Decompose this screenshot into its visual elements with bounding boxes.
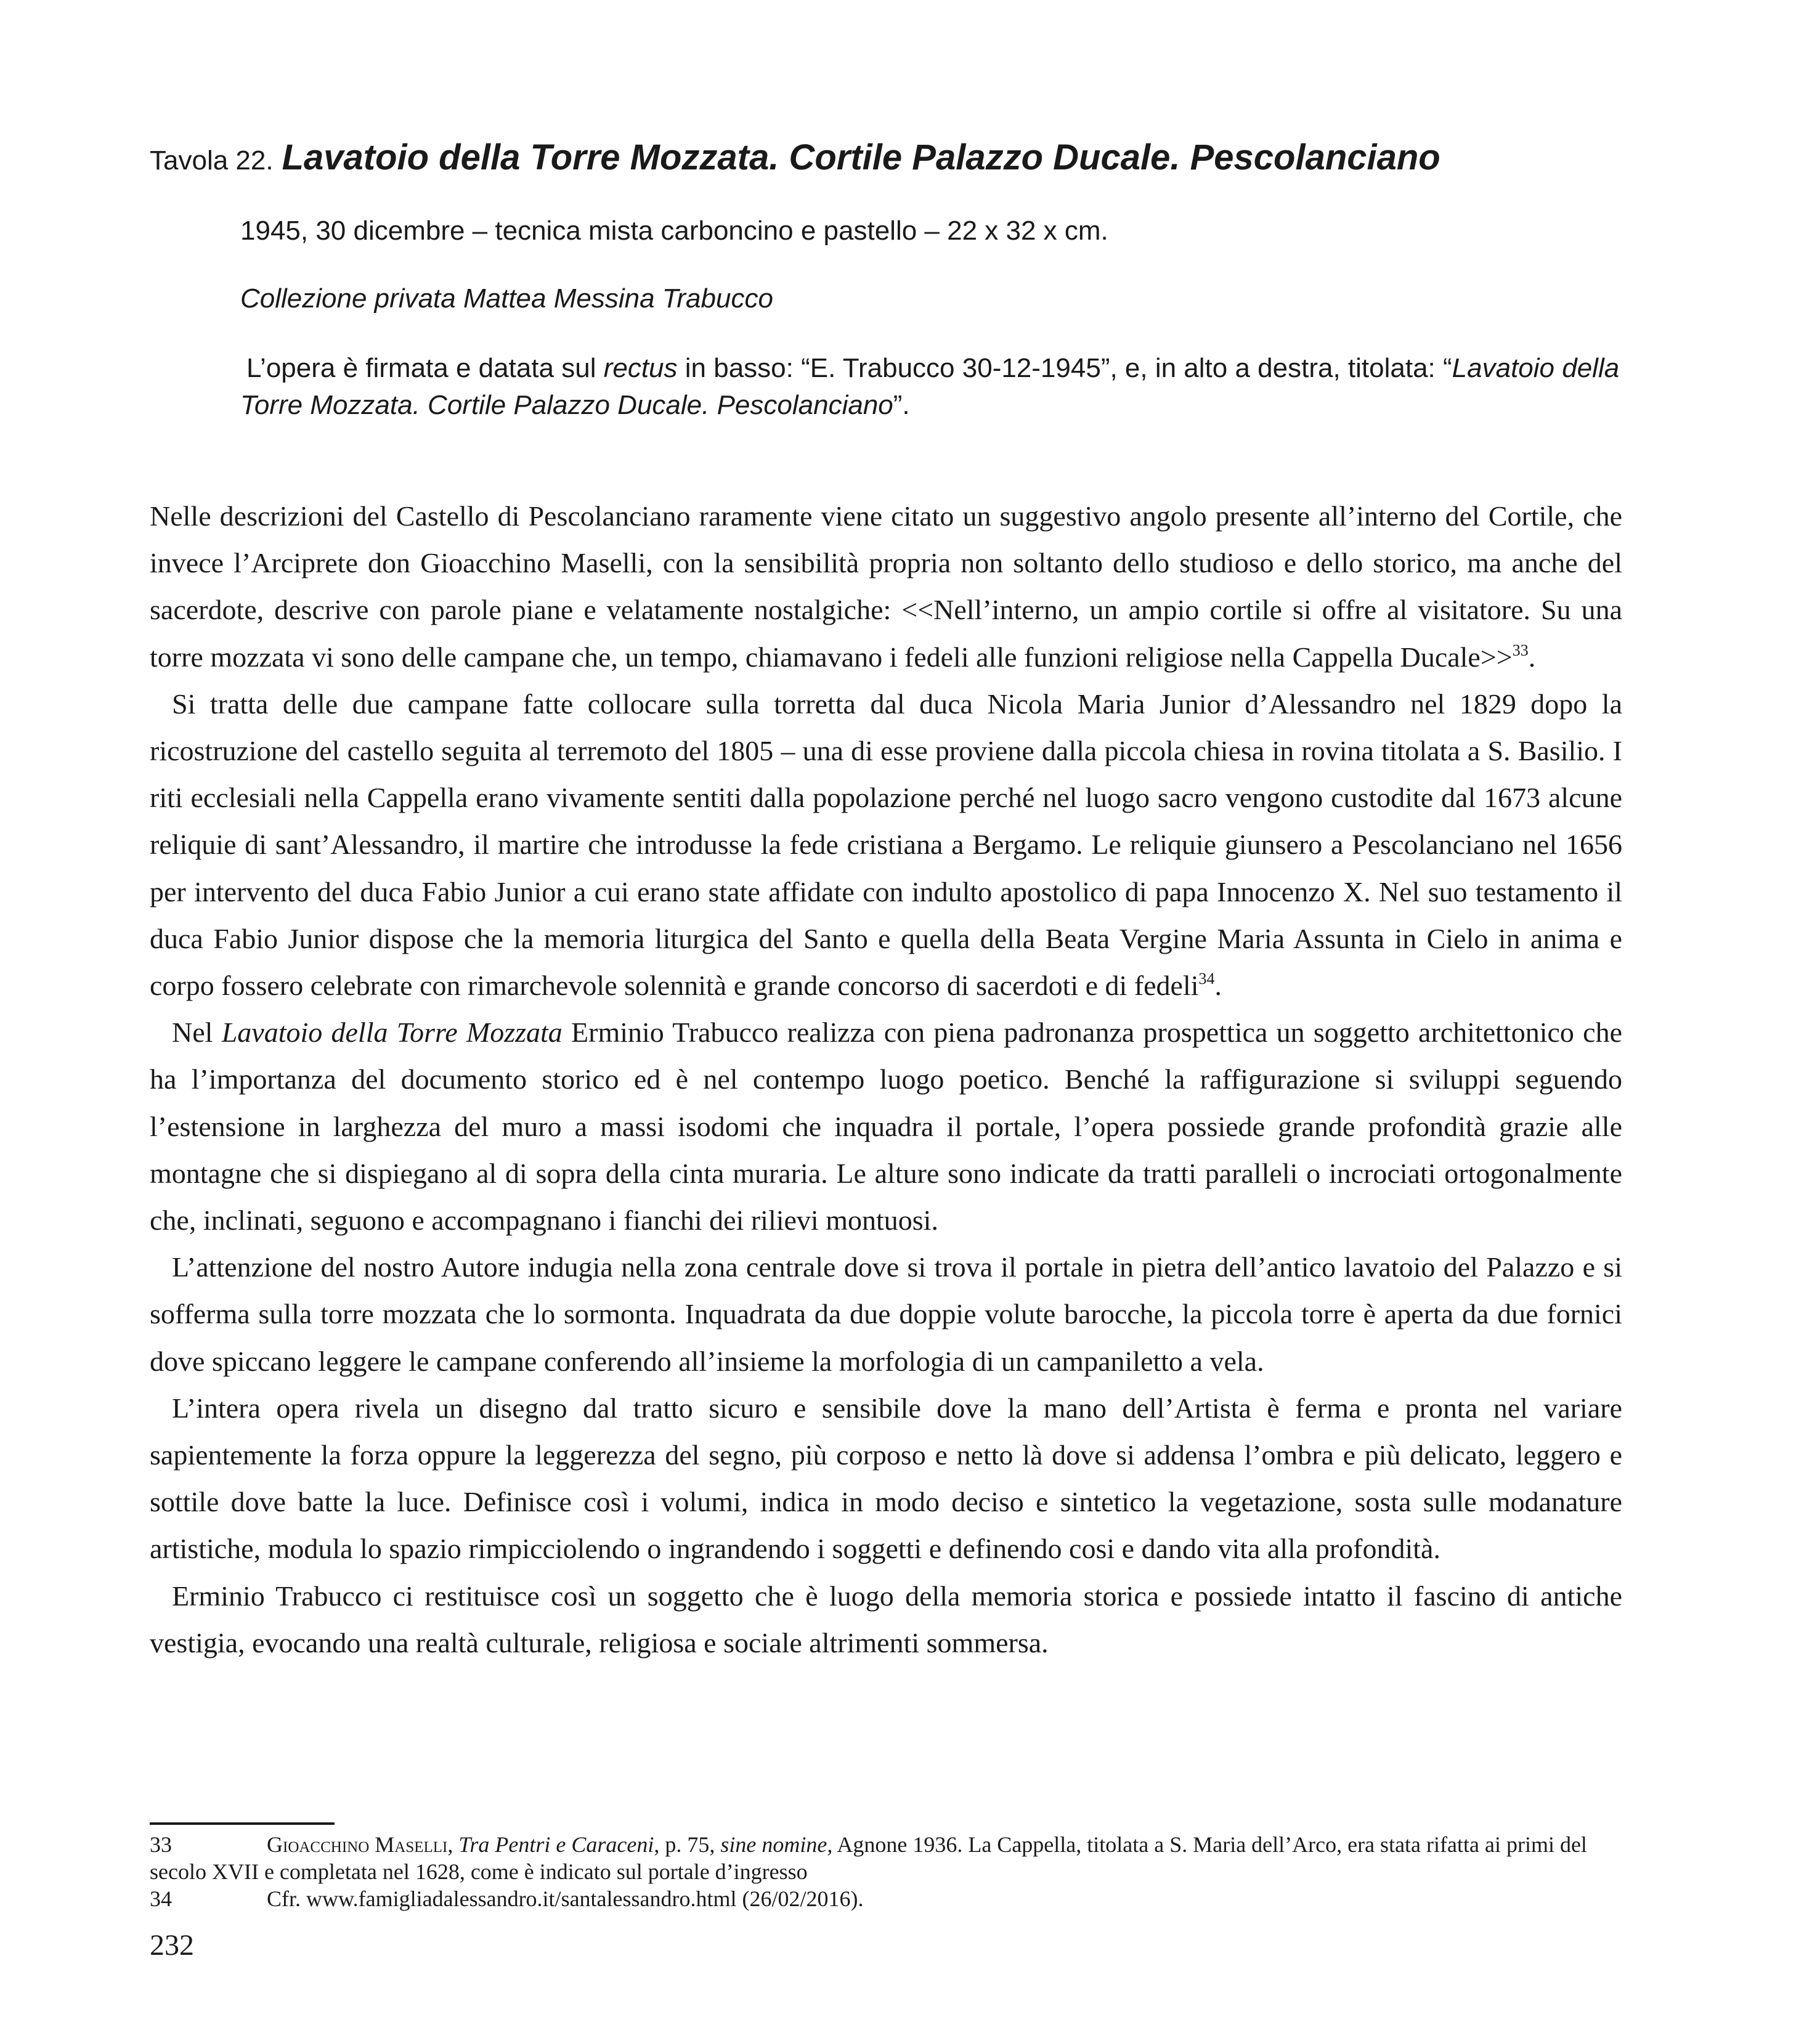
paragraph-6: Erminio Trabucco ci restituisce così un soggetto che è luogo della memoria storica e possiede intatto il fascino di antiche vestigia, evocando una realtà culturale, religiosa e sociale altrimenti sommersa. (150, 1580, 1622, 1658)
footnote-text: , (447, 1832, 459, 1857)
body-text (150, 493, 1622, 1667)
paragraph-text: Nelle descrizioni del Castello di Pescolanciano raramente viene citato un suggestivo angolo presente all’interno del Cortile, che invece l’Arciprete don Gioacchino Maselli, con la sensibilità propria non soltanto dello studioso e dello storico, ma anche del sacerdote, descrive con parole piane e velatamente nostalgiche: <<Nell’interno, un ampio cortile si offre al visitatore. Su una torre mozzata vi sono delle campane che, un tempo, chiamavano i fedeli alle funzioni religiose nella Cappella Ducale>> (150, 500, 1622, 673)
signature-note-text: ”. (893, 390, 910, 420)
footnote-number: 34 (150, 1886, 172, 1911)
footnote-ref-34: 34 (1198, 970, 1215, 988)
plate-heading (150, 137, 1690, 178)
artwork-technique: 1945, 30 dicembre – tecnica mista carboncino e pastello – 22 x 32 x cm. (240, 216, 1108, 246)
paragraph-2 (150, 681, 1622, 1009)
footnote-ref-33: 33 (1512, 641, 1529, 659)
footnote-text: Cfr. www.famigliadalessandro.it/santalessandro.html (26/02/2016). (267, 1886, 864, 1911)
footnotes (150, 1831, 1622, 1912)
footnote-text: sine nomine, (720, 1832, 833, 1857)
signature-note-title: Lavatoio della Torre Mozzata. Cortile Palazzo Ducale. Pescolanciano (240, 353, 1620, 420)
footnote-divider (150, 1822, 335, 1825)
paragraph-text: Si tratta delle due campane fatte collocare sulla torretta dal duca Nicola Maria Junior d’Alessandro nel 1829 dopo la ricostruzione del castello seguita al terremoto del 1805 – una di esse proviene dalla piccola chiesa in rovina titolata a S. Basilio. I riti ecclesiali nella Cappella erano vivamente sentiti dalla popolazione perché nel luogo sacro vengono custodite dal 1673 alcune reliquie di sant’Alessandro, il martire che introdusse la fede cristiana a Bergamo. Le reliquie giunsero a Pescolanciano nel 1656 per intervento del duca Fabio Junior a cui erano state affidate con indulto apostolico di papa Innocenzo X. Nel suo testamento il duca Fabio Junior dispose che la memoria liturgica del Santo e quella della Beata Vergine Maria Assunta in Cielo in anima e corpo fossero celebrate con rimarchevole solennità e grande concorso di sacerdoti e di fedeli (150, 688, 1622, 1002)
paragraph-text: . (1528, 641, 1536, 673)
signature-note-text: L’opera è firmata e datata sul (246, 353, 604, 383)
plate-number: Tavola 22. (150, 145, 274, 176)
plate-title: Lavatoio della Torre Mozzata. Cortile Palazzo Ducale. Pescolanciano (282, 137, 1440, 177)
footnote-number: 33 (150, 1832, 172, 1857)
paragraph-3 (150, 1009, 1622, 1244)
paragraph-4: L’attenzione del nostro Autore indugia nella zona centrale dove si trova il portale in pietra dell’antico lavatoio del Palazzo e si sofferma sulla torre mozzata che lo sormonta. Inquadrata da due doppie volute barocche, la piccola torre è aperta da due fornici dove spiccano leggere le campane conferendo all’insieme la morfologia di un campaniletto a vela. (150, 1251, 1622, 1377)
footnote-34 (150, 1885, 1622, 1912)
paragraph-5: L’intera opera rivela un disegno dal tratto sicuro e sensibile dove la mano dell’Artista è ferma e pronta nel variare sapientemente la forza oppure la leggerezza del segno, più corposo e netto là dove si addensa l’ombra e più delicato, leggero e sottile dove batte la luce. Definisce così i volumi, indica in modo deciso e sintetico la vegetazione, sosta sulle modanature artistiche, modula lo spazio rimpicciolendo o ingrandendo i soggetti e definendo cosi e dando vita alla profondità. (150, 1392, 1622, 1565)
page-number: 232 (150, 1929, 194, 1962)
paragraph-text: Nel (172, 1017, 222, 1049)
footnote-book-title: Tra Pentri e Caraceni (458, 1832, 654, 1857)
footnote-33 (150, 1831, 1622, 1885)
footnote-author: Gioacchino Maselli (267, 1832, 448, 1857)
signature-note-text: in basso: “E. Trabucco 30-12-1945”, e, in alto a destra, titolata: “ (677, 353, 1452, 383)
paragraph-1 (150, 493, 1622, 681)
signature-note-rectus: rectus (603, 353, 678, 383)
footnote-text: Agnone 1936. La Cappella, titolata a S. Maria dell’Arco, era stata rifatta ai primi del secolo XVII e completata nel 1628, come è indicato sul portale d’ingresso (150, 1832, 1587, 1884)
paragraph-text: . (1214, 970, 1222, 1002)
footnote-text: , p. 75, (654, 1832, 721, 1857)
signature-note (240, 350, 1627, 424)
paragraph-text: Erminio Trabucco realizza con piena padronanza prospettica un soggetto architettonico che ha l’importanza del documento storico ed è nel contempo luogo poetico. Benché la raffigurazione si sviluppi seguendo l’estensione in larghezza del muro a massi isodomi che inquadra il portale, l’opera possiede grande profondità grazie alle montagne che si dispiegano al di sopra della cinta muraria. Le alture sono indicate da tratti paralleli o incrociati ortogonalmente che, inclinati, seguono e accompagnano i fianchi dei rilievi montuosi. (150, 1017, 1623, 1236)
artwork-title-italic: Lavatoio della Torre Mozzata (221, 1017, 563, 1049)
artwork-collection: Collezione privata Mattea Messina Trabucco (240, 283, 773, 314)
